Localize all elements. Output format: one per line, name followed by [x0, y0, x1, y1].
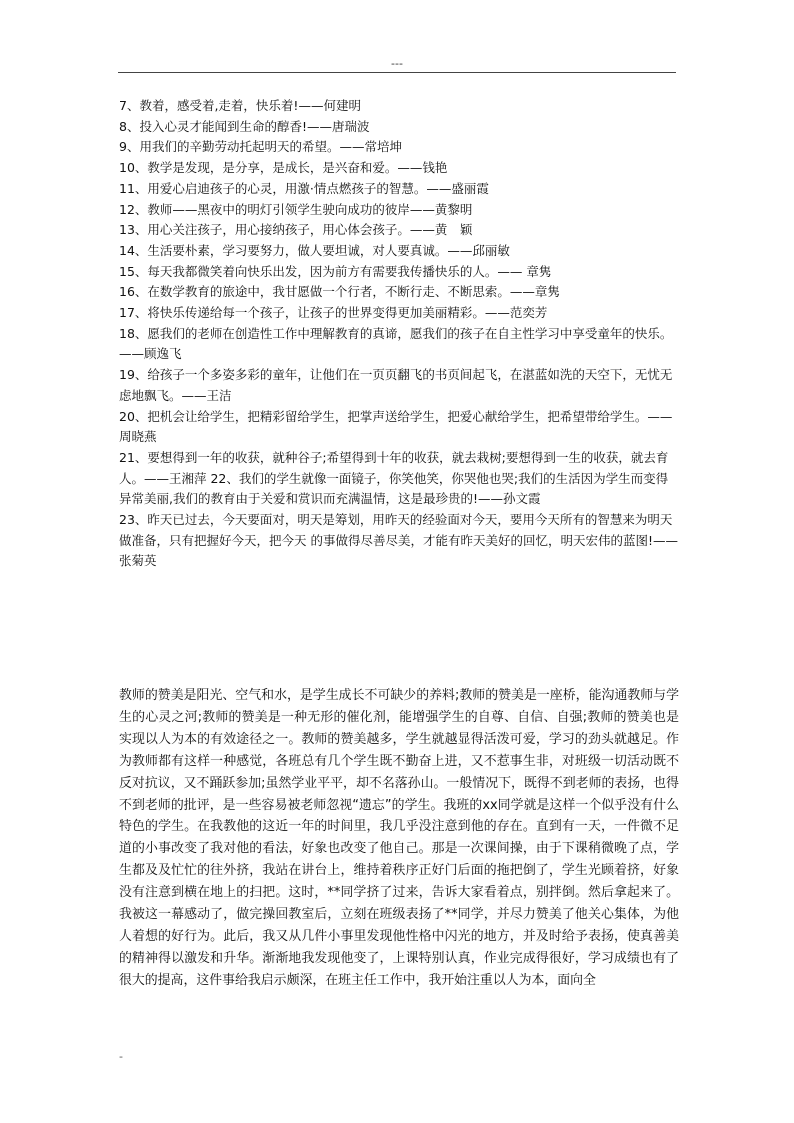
quote-item: 9、用我们的辛勤劳动托起明天的希望。——常培坤: [119, 139, 402, 155]
header-divider: [118, 72, 676, 73]
quote-item: 16、在数学教育的旅途中，我甘愿做一个行者，不断行走、不断思索。——章隽: [119, 284, 560, 300]
quote-item: 15、每天我都微笑着向快乐出发，因为前方有需要我传播快乐的人。—— 章隽: [119, 263, 552, 279]
quote-item: 8、投入心灵才能闻到生命的醇香!——唐瑞波: [119, 118, 370, 134]
quote-item: 19、给孩子一个多姿多彩的童年，让他们在一页页翻飞的书页间起飞，在湛蓝如洗的天空下，无忧无虑地飘飞。——王洁: [119, 367, 673, 403]
quote-item: 14、生活要朴素，学习要努力，做人要坦诚，对人要真诚。——邱丽敏: [119, 242, 510, 258]
quote-item: 12、教师——黑夜中的明灯引领学生驶向成功的彼岸——黄黎明: [119, 201, 473, 217]
page-header-mark: ---: [391, 57, 403, 70]
quote-item: 18、愿我们的老师在创造性工作中理解教育的真谛，愿我们的孩子在自主性学习中享受童年的快乐。——顾逸飞: [119, 325, 673, 362]
quote-item: 17、将快乐传递给每一个孩子，让孩子的世界变得更加美丽精彩。——范奕芳: [119, 305, 548, 321]
quote-item: 7、教着，感受着,走着，快乐着!——何建明: [119, 98, 361, 113]
essay-paragraph: 教师的赞美是阳光、空气和水，是学生成长不可缺少的养料;教师的赞美是一座桥，能沟通教师与学生的心灵之河;教师的赞美是一种无形的催化剂，能增强学生的自尊、自信、自强;教师的赞美也是实现以人为本的有效途径之一。教师的赞美越多，学生就越显得活泼可爱，学习的劲头就越足。作为教师都有这样一种感觉，各班总有几个学生既不勤奋上进，又不惹事生非，对班级一切活动既不反对抗议，又不踊跃参加;虽然学业平平，却不名落孙山。一般情况下，既得不到老师的表扬，也得不到老师的批评，是一些容易被老师忽视“遗忘”的学生。我班的xx同学就是这样一个似乎没有什么特色的学生。在我教他的这近一年的时间里，我几乎没注意到他的存在。直到有一天，一件微不足道的小事改变了我对他的看法，好象也改变了他自己。那是一次课间操，由于下课稍微晚了点，学生都及及忙忙的往外挤，我站在讲台上，维持着秩序正好门后面的拖把倒了，学生光顾着挤，好象没有注意到横在地上的扫把。这时，**同学挤了过来，告诉大家看着点，别拌倒。然后拿起来了。我被这一幕感动了，做完操回教室后，立刻在班级表扬了**同学，并尽力赞美了他关心集体，为他人着想的好行为。此后，我又从几件小事里发现他性格中闪光的地方，并及时给予表扬，使真善美的精神得以激发和升华。渐渐地我发现他变了，上课特别认真，作业完成得很好，学习成绩也有了很大的提高，这件事给我启示颇深，在班主任工作中，我开始注重以人为本，面向全: [119, 688, 679, 988]
quote-item: 11、用爱心启迪孩子的心灵，用激·情点燃孩子的智慧。——盛丽霞: [119, 180, 489, 196]
quote-item: 23、昨天已过去，今天要面对，明天是筹划，用昨天的经验面对今天，要用今天所有的智慧来为明天做准备，只有把握好今天，把今天 的事做得尽善尽美，才能有昨天美好的回忆，明天宏伟的蓝图!——张菊英: [119, 512, 678, 569]
quote-item: 21、要想得到一年的收获，就种谷子;希望得到十年的收获，就去栽树;要想得到一生的收获，就去育人。——王湘萍 22、我们的学生就像一面镜子，你笑他笑，你哭他也哭;我们的生活因为学生而变得异常美丽,我们的教育由于关爱和赏识而充满温情，这是最珍贵的!——孙文霞: [119, 449, 669, 507]
quote-item: 13、用心关注孩子，用心接纳孩子，用心体会孩子。——黄 颖: [119, 222, 473, 238]
quote-item: 20、把机会让给学生，把精彩留给学生，把掌声送给学生，把爱心献给学生，把希望带给学生。——周晓燕: [119, 408, 673, 445]
page-footer-mark: -: [119, 1050, 123, 1063]
quote-item: 10、教学是发现，是分享，是成长，是兴奋和爱。——钱艳: [119, 160, 448, 176]
quote-list: [119, 96, 679, 572]
